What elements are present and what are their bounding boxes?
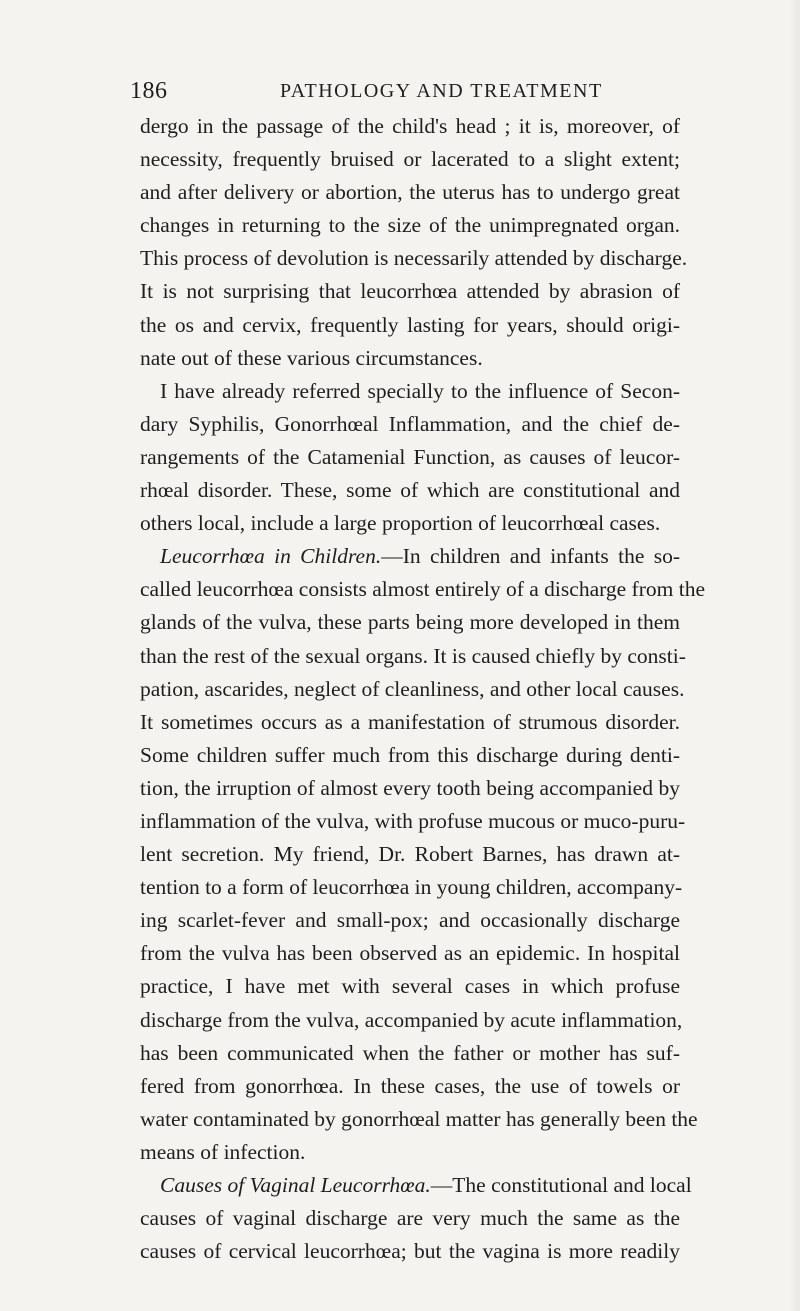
text-line	[140, 937, 680, 970]
text-run: pation, ascarides, neglect of cleanliness, and other local causes.	[140, 676, 685, 701]
text-line	[140, 706, 680, 739]
italic-heading: Causes of Vaginal Leucorrhœa.	[160, 1173, 431, 1197]
running-title: PATHOLOGY AND TREATMENT	[280, 80, 603, 102]
text-run: necessity, frequently bruised or lacerated to a slight extent;	[140, 147, 680, 172]
body-text	[140, 110, 705, 1268]
text-run: others local, include a large proportion of leucorrhœal cases.	[140, 511, 661, 536]
text-line	[140, 1136, 680, 1169]
text-line	[140, 176, 680, 209]
text-line	[140, 474, 680, 507]
text-run: discharge from the vulva, accompanied by acute inflammation,	[140, 1007, 683, 1032]
text-line	[140, 1004, 683, 1037]
text-run: tention to a form of leucorrhœa in young children, accompany-	[140, 875, 683, 900]
text-run: water contaminated by gonorrhœal matter has generally been the	[140, 1106, 698, 1131]
text-run: practice, I have met with several cases in which profuse	[140, 974, 680, 999]
text-line	[140, 375, 680, 408]
text-run: lent secretion. My friend, Dr. Robert Barnes, has drawn at-	[140, 842, 680, 867]
page-number: 186	[130, 78, 168, 104]
text-line	[140, 970, 680, 1003]
text-line	[140, 540, 680, 573]
text-run: glands of the vulva, these parts being more developed in them	[140, 610, 680, 635]
text-run: and after delivery or abortion, the uterus has to undergo great	[140, 180, 680, 205]
text-line	[140, 507, 680, 540]
text-run: I have already referred specially to the influence of Secon-	[160, 378, 680, 403]
text-run: tion, the irruption of almost every tooth being accompanied by	[140, 775, 680, 800]
text-run: fered from gonorrhœa. In these cases, the use of towels or	[140, 1073, 680, 1098]
text-run: causes of cervical leucorrhœa; but the vagina is more readily	[140, 1239, 680, 1264]
text-line	[140, 1202, 680, 1235]
text-run: dary Syphilis, Gonorrhœal Inflammation, and the chief de-	[140, 411, 680, 436]
text-line	[140, 871, 683, 904]
text-line	[140, 408, 680, 441]
text-line	[140, 1235, 680, 1268]
text-run: dergo in the passage of the child's head ; it is, moreover, of	[140, 114, 680, 138]
text-run: the os and cervix, frequently lasting for years, should origi-	[140, 312, 680, 337]
italic-heading: Leucorrhœa in Children.	[160, 544, 382, 569]
text-run: —In children and infants the so-	[381, 544, 681, 569]
text-line	[140, 1103, 698, 1136]
text-run: has been communicated when the father or mother has suf-	[140, 1040, 680, 1065]
text-line	[140, 1169, 692, 1202]
text-run: It sometimes occurs as a manifestation of strumous disorder.	[140, 709, 680, 734]
text-line	[140, 275, 680, 308]
text-run: nate out of these various circumstances.	[140, 345, 483, 370]
text-run: inflammation of the vulva, with profuse mucous or muco-puru-	[140, 808, 686, 833]
text-line	[140, 441, 680, 474]
text-run: It is not surprising that leucorrhœa attended by abrasion of	[140, 279, 680, 304]
text-line	[140, 1070, 680, 1103]
text-line	[140, 805, 686, 838]
text-run: —The constitutional and local	[430, 1173, 692, 1197]
text-run: Some children suffer much from this discharge during denti-	[140, 742, 680, 767]
text-run: means of infection.	[140, 1139, 306, 1164]
page-edge-shadow	[790, 0, 800, 1311]
text-line	[140, 1037, 680, 1070]
text-line	[140, 143, 680, 176]
text-line	[140, 838, 680, 871]
text-line	[140, 904, 680, 937]
text-run: from the vulva has been observed as an epidemic. In hospital	[140, 941, 680, 966]
text-line	[140, 772, 680, 805]
text-line	[140, 342, 680, 375]
text-line	[140, 673, 685, 706]
text-line	[140, 640, 686, 673]
text-line	[140, 242, 688, 275]
text-line	[140, 209, 680, 242]
text-line	[140, 573, 705, 606]
text-line	[140, 606, 680, 639]
text-run: than the rest of the sexual organs. It is caused chiefly by consti-	[140, 643, 686, 668]
text-run: called leucorrhœa consists almost entirely of a discharge from the	[140, 577, 705, 602]
text-line	[140, 110, 680, 143]
text-run: rangements of the Catamenial Function, as causes of leucor-	[140, 444, 680, 469]
text-run: causes of vaginal discharge are very much the same as the	[140, 1206, 680, 1231]
text-run: ing scarlet-fever and small-pox; and occasionally discharge	[140, 908, 680, 933]
text-run: changes in returning to the size of the unimpregnated organ.	[140, 213, 680, 238]
text-line	[140, 309, 680, 342]
text-run: rhœal disorder. These, some of which are constitutional and	[140, 478, 680, 503]
text-run: This process of devolution is necessarily attended by discharge.	[140, 246, 688, 271]
running-head	[130, 78, 690, 108]
text-line	[140, 739, 680, 772]
